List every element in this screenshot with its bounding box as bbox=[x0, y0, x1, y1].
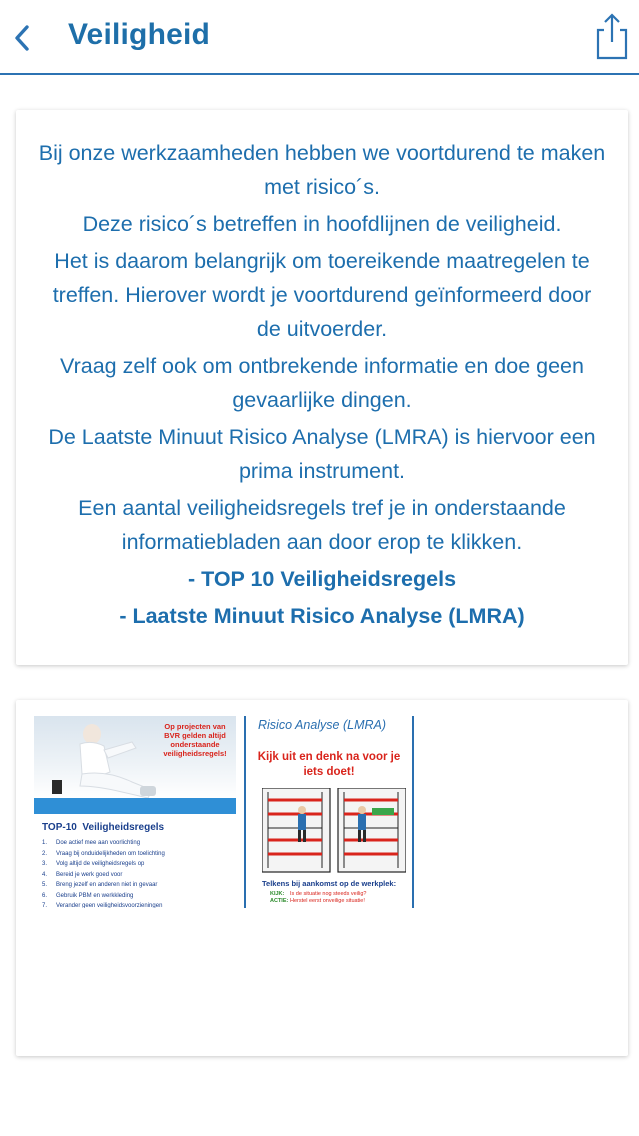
lmra-title: Risico Analyse (LMRA) bbox=[258, 718, 387, 732]
top10-heading: TOP-10 Veiligheidsregels bbox=[42, 822, 165, 833]
lmra-row: KIJK: Is de situatie nog steeds veilig? bbox=[270, 891, 367, 897]
top10-blue-bar bbox=[34, 798, 236, 814]
thumbnail-divider bbox=[244, 716, 246, 908]
link-lmra[interactable]: - Laatste Minuut Risico Analyse (LMRA) bbox=[119, 604, 525, 628]
lmra-rows bbox=[270, 891, 366, 905]
lmra-slogan: Kijk uit en denk na voor je iets doet! bbox=[257, 751, 401, 778]
intro-paragraph: De Laatste Minuut Risico Analyse (LMRA) is hiervoor een prima instrument. bbox=[48, 425, 596, 483]
intro-paragraph: Deze risico´s betreffen in hoofdlijnen de veiligheid. bbox=[82, 212, 562, 236]
list-item: 3. Volg altijd de veiligheidsregels op bbox=[42, 861, 145, 867]
list-item: 2. Vraag bij onduidelijkheden om toelichting bbox=[42, 850, 165, 857]
app-header bbox=[0, 0, 639, 75]
lmra-caption: Telkens bij aankomst op de werkplek: bbox=[262, 879, 397, 888]
intro-paragraph: Het is daarom belangrijk om toereikende maatregelen te treffen. Hierover wordt je voortdurend geïnformeerd door de uitvoerder. bbox=[52, 249, 592, 341]
list-item: 1. Doe actief mee aan voorlichting bbox=[42, 840, 141, 846]
scaffold-illustration bbox=[262, 788, 406, 874]
intro-paragraph: Een aantal veiligheidsregels tref je in onderstaande informatiebladen aan door erop te klikken. bbox=[78, 496, 566, 554]
list-item: 6. Gebruik PBM en werkkleding bbox=[42, 892, 134, 899]
back-button[interactable] bbox=[6, 18, 38, 58]
list-item: 7. Verander geen veiligheidsvoorzieningen bbox=[42, 903, 163, 908]
top10-list bbox=[42, 838, 232, 908]
intro-paragraph: Vraag zelf ook om ontbrekende informatie en doe geen gevaarlijke dingen. bbox=[60, 354, 584, 412]
intro-card bbox=[16, 110, 628, 665]
list-item: 4. Bereid je werk goed voor bbox=[42, 871, 123, 878]
page-title: Veiligheid bbox=[68, 18, 211, 51]
thumbnail-top10[interactable] bbox=[34, 716, 236, 908]
lmra-row: ACTIE: Herstel eerst onveilige situatie! bbox=[270, 898, 365, 904]
infosheets-card bbox=[16, 700, 628, 1056]
share-icon bbox=[595, 12, 629, 60]
share-button[interactable] bbox=[595, 12, 629, 60]
worker-figure-illustration bbox=[52, 720, 162, 800]
link-top10-veiligheidsregels[interactable]: - TOP 10 Veiligheidsregels bbox=[187, 567, 457, 591]
top10-red-note: Op projecten van BVR gelden altijd onderstaande veiligheidsregels! bbox=[163, 722, 227, 758]
thumbnail-divider bbox=[412, 716, 414, 908]
intro-paragraph: Bij onze werkzaamheden hebben we voortdurend te maken met risico´s. bbox=[38, 141, 606, 199]
chevron-left-icon bbox=[13, 24, 31, 52]
thumbnail-lmra[interactable] bbox=[248, 716, 410, 908]
list-item: 5. Breng jezelf en anderen niet in gevaar bbox=[42, 882, 158, 888]
